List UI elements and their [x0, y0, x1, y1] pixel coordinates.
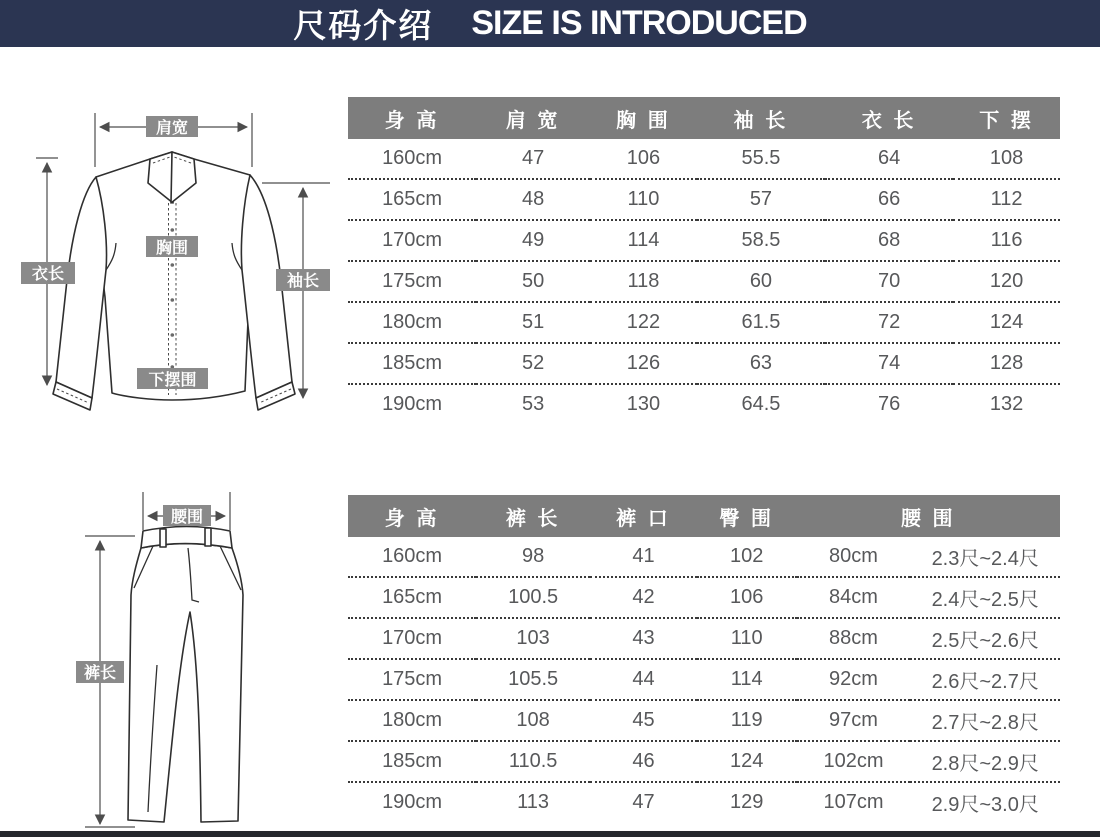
table-cell: 107cm [823, 791, 884, 813]
belt-loop-right [205, 528, 211, 546]
table-cell: 160cm [348, 537, 476, 577]
pants-body [128, 544, 243, 823]
shirt-table-header-row [348, 97, 1060, 139]
shirt-size-table [348, 97, 1060, 424]
table-cell: 84cm [797, 577, 911, 618]
table-cell: 170cm [348, 618, 476, 659]
table-cell: 63 [697, 343, 825, 384]
table-cell: 60 [697, 261, 825, 302]
svg-text:胸围: 胸围 [155, 240, 189, 257]
table-cell: 105.5 [476, 659, 590, 700]
table-cell: 49 [476, 220, 590, 261]
table-cell: 118 [590, 261, 697, 302]
table-cell: 68 [825, 220, 953, 261]
table-cell: 180cm [348, 700, 476, 741]
column-header-chest: 胸 围 [590, 97, 697, 139]
table-cell: 185cm [348, 741, 476, 782]
table-cell: 48 [476, 179, 590, 220]
table-cell: 70 [825, 261, 953, 302]
svg-text:肩宽: 肩宽 [155, 120, 189, 137]
table-cell: 88cm [797, 618, 911, 659]
table-row [348, 782, 1060, 822]
table-row [348, 384, 1060, 424]
table-cell: 124 [697, 741, 797, 782]
column-header-hip: 臀 围 [697, 495, 797, 537]
table-row [348, 343, 1060, 384]
table-cell: 53 [521, 393, 545, 415]
table-cell: 51 [476, 302, 590, 343]
table-cell: 102cm [797, 741, 911, 782]
pants-measurement-diagram [40, 480, 340, 837]
table-cell: 92cm [797, 659, 911, 700]
table-cell: 47 [476, 139, 590, 179]
table-cell: 175cm [348, 659, 476, 700]
table-cell: 160cm [348, 139, 476, 179]
column-header-leg-opening: 裤 口 [590, 495, 697, 537]
banner-title-english: SIZE IS INTRODUCED [471, 4, 807, 42]
table-cell: 130 [626, 393, 661, 415]
table-cell: 108 [476, 700, 590, 741]
table-cell: 122 [590, 302, 697, 343]
table-cell: 2.9尺~3.0尺 [931, 794, 1039, 816]
svg-text:下摆围: 下摆围 [148, 372, 197, 389]
table-cell: 98 [476, 537, 590, 577]
table-cell: 165cm [348, 577, 476, 618]
table-cell: 116 [953, 220, 1060, 261]
table-cell: 108 [953, 139, 1060, 179]
table-cell: 175cm [348, 261, 476, 302]
table-cell: 50 [476, 261, 590, 302]
table-cell: 97cm [797, 700, 911, 741]
table-cell: 58.5 [697, 220, 825, 261]
table-cell: 61.5 [697, 302, 825, 343]
table-cell: 190cm [382, 791, 443, 813]
table-row [348, 741, 1060, 782]
table-cell: 57 [697, 179, 825, 220]
column-header-height: 身 高 [348, 97, 476, 139]
table-cell: 52 [476, 343, 590, 384]
table-cell: 64 [825, 139, 953, 179]
table-cell: 128 [953, 343, 1060, 384]
table-cell: 55.5 [697, 139, 825, 179]
shirt-left-sleeve [56, 177, 107, 398]
table-cell: 72 [825, 302, 953, 343]
bottom-border-bar [0, 831, 1100, 837]
table-cell: 80cm [797, 537, 911, 577]
pants-length-label [76, 661, 124, 683]
table-cell: 66 [825, 179, 953, 220]
chest-label [146, 236, 198, 257]
table-cell: 114 [590, 220, 697, 261]
column-header-shoulder: 肩 宽 [476, 97, 590, 139]
hem-label [137, 368, 208, 389]
table-row [348, 179, 1060, 220]
table-cell: 46 [590, 741, 697, 782]
table-row [348, 659, 1060, 700]
table-cell: 76 [877, 393, 901, 415]
table-row [348, 220, 1060, 261]
table-cell: 119 [697, 700, 797, 741]
table-cell: 103 [476, 618, 590, 659]
table-row [348, 261, 1060, 302]
table-cell: 165cm [348, 179, 476, 220]
table-row [348, 537, 1060, 577]
table-cell: 126 [590, 343, 697, 384]
table-cell: 47 [632, 791, 655, 813]
table-cell: 2.6尺~2.7尺 [910, 659, 1060, 700]
svg-text:衣长: 衣长 [31, 266, 65, 283]
table-cell: 2.7尺~2.8尺 [910, 700, 1060, 741]
table-cell: 106 [590, 139, 697, 179]
column-header-height: 身 高 [348, 495, 476, 537]
table-cell: 124 [953, 302, 1060, 343]
header-banner [0, 0, 1100, 47]
table-cell: 2.3尺~2.4尺 [910, 537, 1060, 577]
table-cell: 185cm [348, 343, 476, 384]
column-header-garment-length: 衣 长 [825, 97, 953, 139]
table-cell: 120 [953, 261, 1060, 302]
table-cell: 2.8尺~2.9尺 [910, 741, 1060, 782]
table-cell: 110 [590, 179, 697, 220]
table-row [348, 700, 1060, 741]
table-cell: 102 [697, 537, 797, 577]
table-cell: 190cm [382, 393, 443, 415]
table-row [348, 302, 1060, 343]
svg-text:裤长: 裤长 [83, 665, 117, 682]
column-header-waist: 腰 围 [797, 495, 1060, 537]
table-cell: 110.5 [476, 741, 590, 782]
banner-title-chinese: 尺码介绍 [293, 7, 434, 44]
table-cell: 100.5 [476, 577, 590, 618]
table-cell: 2.5尺~2.6尺 [910, 618, 1060, 659]
table-cell: 41 [590, 537, 697, 577]
svg-text:袖长: 袖长 [286, 273, 320, 290]
pants-size-table [348, 495, 1060, 822]
table-cell: 114 [697, 659, 797, 700]
waist-label [163, 505, 211, 526]
belt-loop-left [160, 529, 166, 547]
column-header-pants-length: 裤 长 [476, 495, 590, 537]
column-header-sleeve: 袖 长 [697, 97, 825, 139]
garment-length-label [21, 262, 75, 284]
shoulder-width-label [146, 116, 198, 137]
table-cell: 45 [590, 700, 697, 741]
table-cell: 113 [517, 791, 550, 813]
table-cell: 180cm [348, 302, 476, 343]
table-cell: 110 [697, 618, 797, 659]
column-header-hem: 下 摆 [953, 97, 1060, 139]
table-cell: 64.5 [741, 393, 781, 415]
table-row [348, 577, 1060, 618]
table-cell: 132 [989, 393, 1024, 415]
table-cell: 74 [825, 343, 953, 384]
table-cell: 129 [730, 791, 764, 813]
svg-text:腰围: 腰围 [170, 509, 204, 526]
table-cell: 43 [590, 618, 697, 659]
table-cell: 42 [590, 577, 697, 618]
table-row [348, 139, 1060, 179]
pants-table-header-row [348, 495, 1060, 537]
table-row [348, 618, 1060, 659]
table-cell: 112 [953, 179, 1060, 220]
table-cell: 106 [697, 577, 797, 618]
table-cell: 170cm [348, 220, 476, 261]
sleeve-length-label [276, 269, 330, 291]
shirt-measurement-diagram [0, 95, 340, 415]
table-cell: 44 [590, 659, 697, 700]
table-cell: 2.4尺~2.5尺 [910, 577, 1060, 618]
